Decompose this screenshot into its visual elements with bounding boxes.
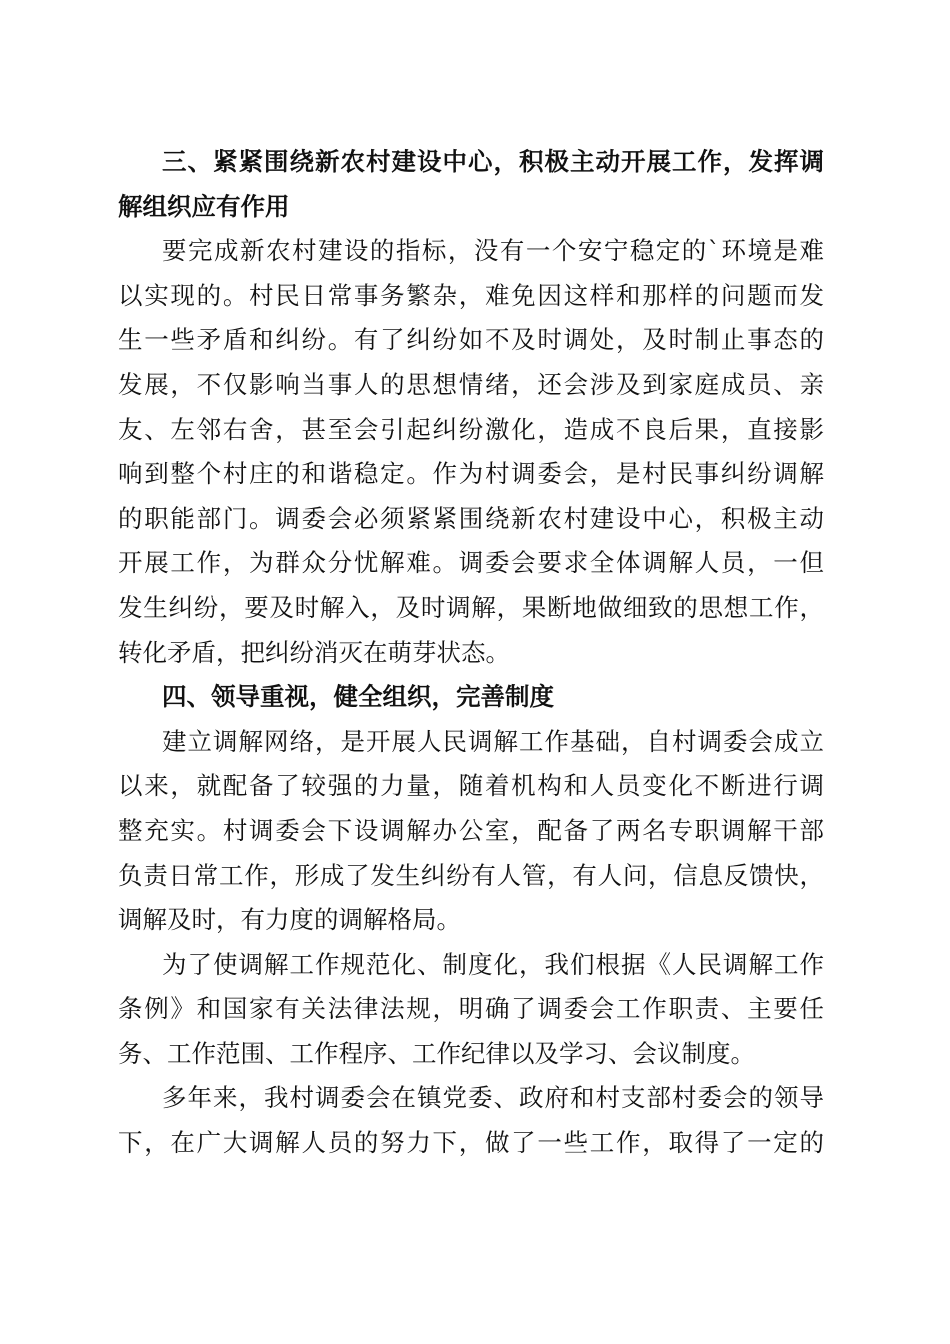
paragraph-line: 的职能部门。调委会必须紧紧围绕新农村建设中心，积极主动 — [118, 503, 824, 533]
paragraph-line: 调解及时，有力度的调解格局。 — [118, 905, 461, 935]
paragraph-line: 整充实。村调委会下设调解办公室，配备了两名专职调解干部 — [118, 815, 824, 845]
paragraph-line: 开展工作，为群众分忧解难。调委会要求全体调解人员，一但 — [118, 548, 824, 578]
paragraph-line: 下，在广大调解人员的努力下，做了一些工作，取得了一定的 — [118, 1128, 824, 1158]
paragraph-line: 响到整个村庄的和谐稳定。作为村调委会，是村民事纠纷调解 — [118, 459, 824, 489]
paragraph-line: 生一些矛盾和纠纷。有了纠纷如不及时调处，及时制止事态的 — [118, 325, 824, 355]
paragraph-line: 多年来，我村调委会在镇党委、政府和村支部村委会的领导 — [162, 1083, 824, 1113]
paragraph-line: 转化矛盾，把纠纷消灭在萌芽状态。 — [118, 637, 510, 667]
document-page — [118, 140, 824, 1166]
paragraph-line: 以来，就配备了较强的力量，随着机构和人员变化不断进行调 — [118, 771, 824, 801]
paragraph-line: 发生纠纷，要及时解入，及时调解，果断地做细致的思想工作， — [118, 592, 824, 622]
paragraph-line: 友、左邻右舍，甚至会引起纠纷激化，造成不良后果，直接影 — [118, 414, 824, 444]
paragraph-line: 建立调解网络，是开展人民调解工作基础，自村调委会成立 — [162, 726, 824, 756]
paragraph-line: 务、工作范围、工作程序、工作纪律以及学习、会议制度。 — [118, 1038, 755, 1068]
paragraph-line: 发展，不仅影响当事人的思想情绪，还会涉及到家庭成员、亲 — [118, 369, 824, 399]
section-heading-line: 四、领导重视，健全组织，完善制度 — [162, 682, 554, 712]
section-heading-line: 三、紧紧围绕新农村建设中心，积极主动开展工作，发挥调 — [162, 147, 824, 176]
paragraph-line: 要完成新农村建设的指标，没有一个安宁稳定的`环境是难 — [162, 236, 824, 266]
paragraph-line: 条例》和国家有关法律法规，明确了调委会工作职责、主要任 — [118, 994, 824, 1024]
paragraph-line: 以实现的。村民日常事务繁杂，难免因这样和那样的问题而发 — [118, 280, 824, 310]
paragraph-line: 为了使调解工作规范化、制度化，我们根据《人民调解工作 — [162, 949, 824, 979]
paragraph-line: 负责日常工作，形成了发生纠纷有人管，有人问，信息反馈快， — [118, 860, 824, 890]
section-heading-line: 解组织应有作用 — [118, 191, 290, 221]
